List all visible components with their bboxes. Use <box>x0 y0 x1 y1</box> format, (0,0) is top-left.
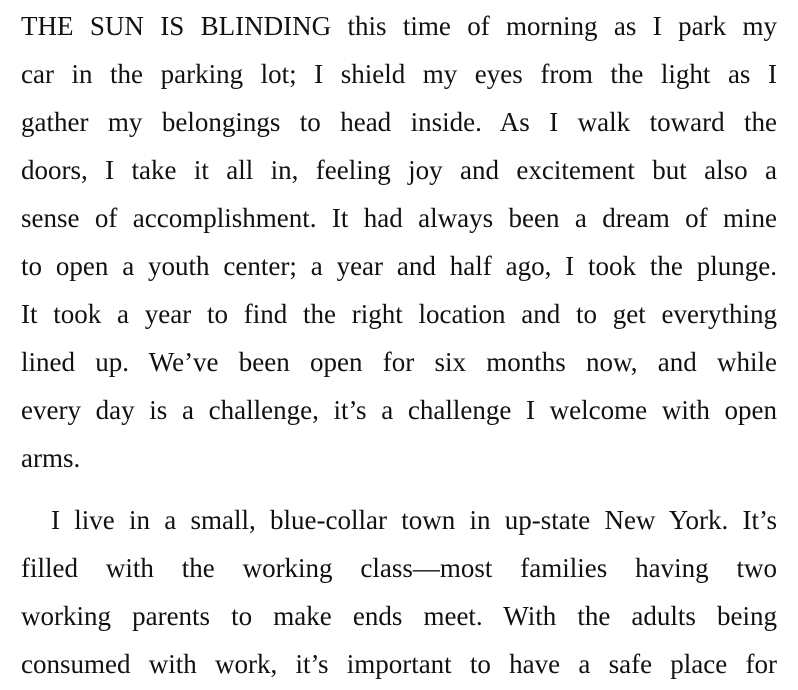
text-line: consumed with work, it’s important to have a safe place for <box>21 649 777 679</box>
text-line: every day is a challenge, it’s a challenge I welcome with open <box>21 395 777 425</box>
paragraph-2 <box>21 496 777 688</box>
text-line: to open a youth center; a year and half ago, I took the plunge. <box>21 251 777 281</box>
text-line: lined up. We’ve been open for six months now, and while <box>21 347 777 377</box>
text-line: I live in a small, blue-collar town in up-state New York. It’s <box>51 505 777 535</box>
text-line: It took a year to find the right location and to get everything <box>21 299 777 329</box>
text-line: THE SUN IS BLINDING this time of morning as I park my <box>21 11 777 41</box>
text-line: sense of accomplishment. It had always been a dream of mine <box>21 203 777 233</box>
paragraph-1 <box>21 2 777 482</box>
text-line: gather my belongings to head inside. As I walk toward the <box>21 107 777 137</box>
text-line: working parents to make ends meet. With the adults being <box>21 601 777 631</box>
text-line: filled with the working class—most families having two <box>21 553 777 583</box>
text-line: doors, I take it all in, feeling joy and excitement but also a <box>21 155 777 185</box>
text-line: car in the parking lot; I shield my eyes from the light as I <box>21 59 777 89</box>
text-line: arms. <box>21 443 81 473</box>
